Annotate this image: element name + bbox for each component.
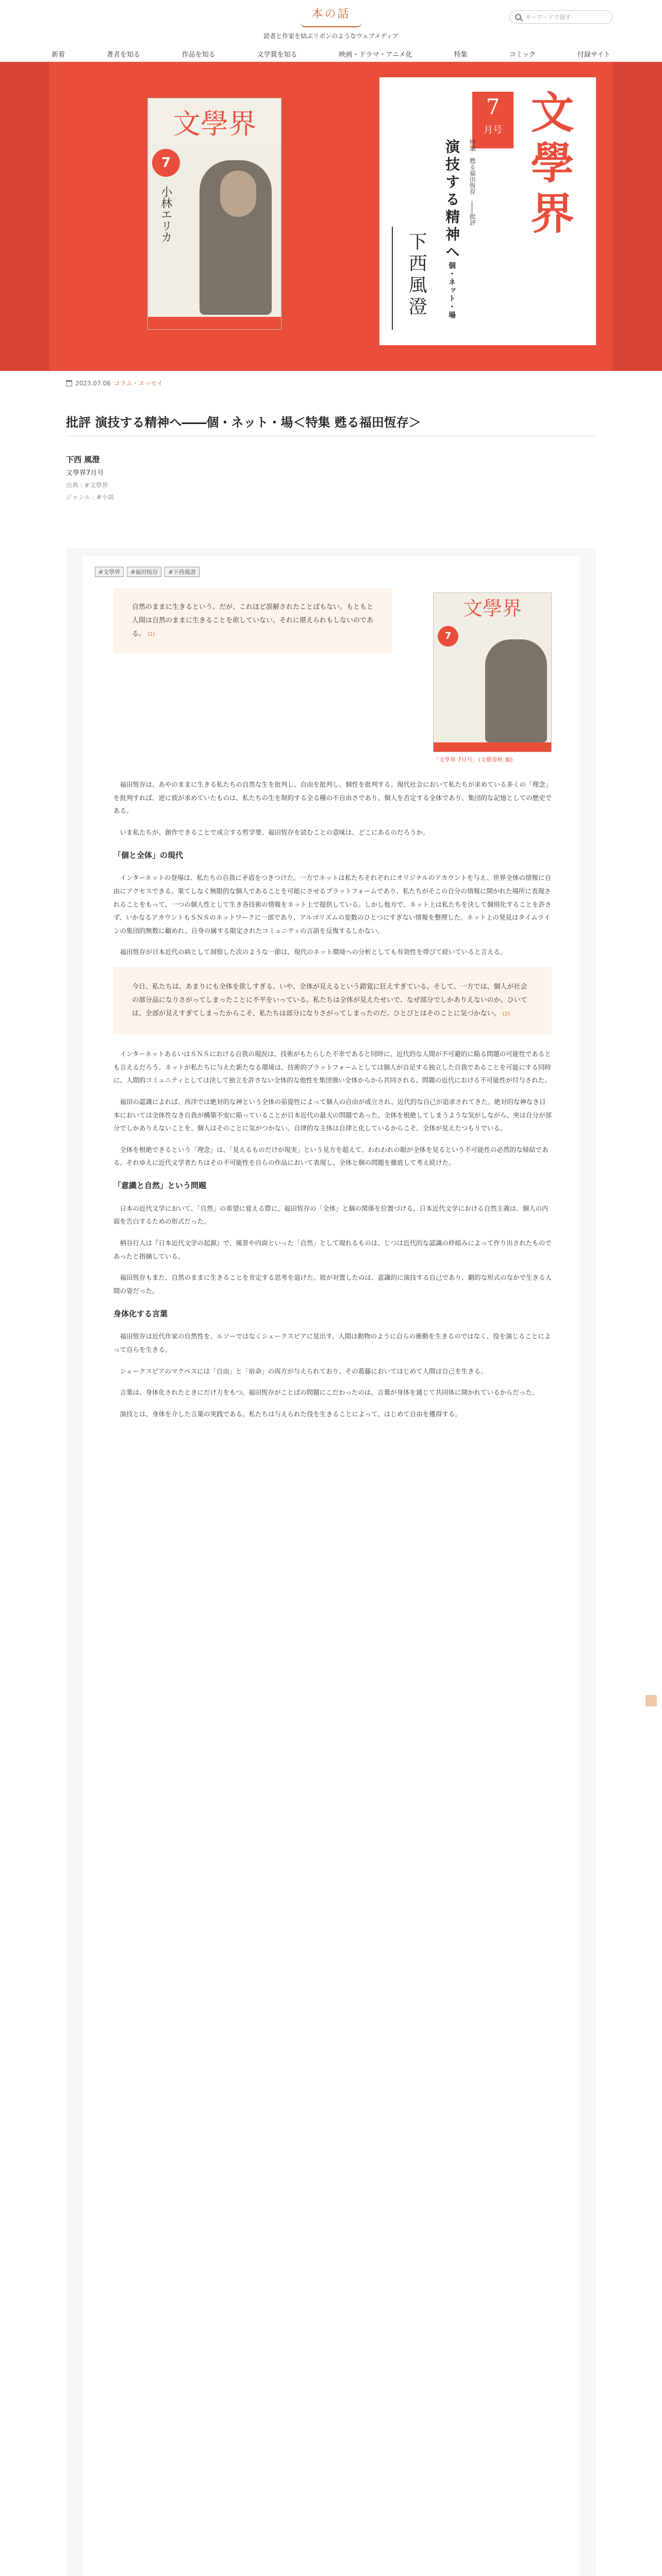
calendar-icon [66, 380, 72, 386]
block-quote-ref[interactable]: (2) [502, 1011, 510, 1017]
hero-side-left [0, 62, 49, 371]
paragraph: 演技とは、身体を介した言葉の実践である。私たちは与えられた役を生きることによって、はじめて自由を獲得する。 [120, 1410, 461, 1418]
site-header [0, 0, 662, 62]
hero-feature-title [441, 139, 462, 319]
brand-tagline: 読者と作家を結ぶリボンのようなウェブメディア [263, 32, 399, 40]
section-heading: 身体化する言葉 [113, 1309, 168, 1318]
hero-issue-number: 7 [486, 94, 500, 120]
epigraph-text: 自然のままに生きるという。だが、これほど誤解されたことばもない。もともと人間は自然のままに生きることを欲していない。それに堪えられもしないのである。 [132, 603, 374, 638]
paragraph: インターネットあるいはＳＮＳにおける自我の現況は、技術がもたらした不幸であると同時に、近代的な人間が不可避的に陥る問題の可能性であるとも言えるだろう。ネットが私たちに与えた新たなる環境は、技術的プラットフォームとしては個人が自足する独立した自我であることを可能にする同時に、人間的コミュニティとしては決して独立を許さない全体的な他性を集団強い全体からから共同される、問題の近代における不可能性が付与された。 [113, 1050, 551, 1084]
nav-item-new[interactable]: 新着 [52, 51, 65, 59]
nav-item-awards[interactable]: 文学賞を知る [257, 51, 297, 59]
paragraph: 日本の近代文学において、「自然」の希望に覚える際に、福田恆存の「全体」と個の関係を位置づける。日本近代文学における自然主義は、個人の内面を告白するための形式だった。 [113, 1204, 549, 1226]
search-input[interactable] [509, 10, 613, 24]
book-cover-strip [434, 742, 551, 752]
article-body-card [82, 556, 580, 2576]
tag-list [95, 567, 200, 577]
magazine-cover [147, 98, 282, 330]
nav-item-authors[interactable]: 著者を知る [106, 51, 140, 59]
article-genre[interactable]: ジャンル : #小説 [66, 493, 114, 501]
search-placeholder: キーワードで探す [525, 14, 571, 21]
hero-side-right [613, 62, 662, 371]
magazine-cover-text: 小林エリカ [159, 186, 172, 243]
section-heading: 「意識と自然」という問題 [113, 1181, 207, 1190]
nav-item-features[interactable]: 特集 [454, 51, 468, 59]
book-cover-issue: 7 [438, 626, 458, 647]
paragraph: 福田恆存は近代作家の自然性を、ルソーではなくシェークスピアに見出す。人間は動物のように自らの衝動を生きるのではなく、役を演じることによって自らを生きる。 [113, 1332, 551, 1353]
brand-logo[interactable]: 本の話 [311, 8, 351, 21]
article-meta-row [66, 379, 163, 387]
paragraph: 全体を根絶できるという「理念」は、「見えるものだけが現実」という見方を超えて、われわれの眼が全体を見るという不可能性の必然的な帰結である。それゆえに近代文学者たちはその不可能性を自らの作品において表現し、全体と個の問題を徹底して考え続けた。 [113, 1145, 549, 1167]
nav-item-supplements[interactable]: 付録サイト [577, 51, 610, 59]
tag-item[interactable]: #下西風澄 [164, 567, 199, 577]
page-title: 批評 演技する精神へ――個・ネット・場＜特集 甦る福田恆存＞ [66, 415, 421, 430]
block-quote-text: 今日、私たちは、あまりにも全体を欲しすぎる。いや、全体が見えるという錯覚に狂えすぎている。そして、一方では、個人が社会の部分品になりさがってしまったことに不平をいっている。私たちは全体が見えたせいで、なぜ部分でしかありえないのか。ひいては、全部が見えすぎてしまったからこそ、私たちは部分になりさがってしまったのだ。ひとびとはそのことに気づかない。 [132, 983, 527, 1018]
hero-magazine-title: 文學界 [524, 90, 575, 241]
hero-feature-label: 特集 甦る福田恆存 ――批評 [469, 139, 476, 226]
paragraph: いま私たちが、創作できることで成立する哲学要、福田恆存を読むことの意味は、どこにあるのだろうか。 [120, 828, 429, 836]
hero-title-card [379, 77, 596, 345]
paragraph: インターネットの登場は、私たちの自我に矛盾をつきつけた。一方でネットは私たちそれぞれにオリジナルのアカウントを与え、世界全体の情報に自由にアクセスできる。果てしなく無限的な個人であることを可能にさせるプラットフォームであり、私たちがそこの自分の情報に開かれた場所に表現されることをもって、一つの個人性として生き各技術の情報をネット上で提供している。しかし他方で、ネット上は私たちを決して個別化することを許さず、いかなるアカウントもＳＮＳのネットワークに一部であり、アルゴリズムの変数のひとつにすぎない情報を整理した。ネット上の発見はタイムラインの集団的無数に顧めれ、自身の属する限定されたコミュニティの言語を反復するしかない。 [113, 874, 552, 935]
epigraph-quote [113, 588, 392, 653]
magazine-issue: 7 [152, 149, 180, 177]
paragraph: 福田恆存が日本近代の病として洞察した次のような一節は、現代のネット環境への分析としても有効性を帯びて続いていると言える。 [120, 948, 507, 956]
hero-author [392, 227, 438, 330]
cover-strip [148, 317, 281, 329]
main-nav [49, 49, 613, 59]
cover-portrait [200, 160, 272, 315]
tag-item[interactable]: #文學界 [95, 567, 124, 577]
nav-item-adaptations[interactable]: 映画・ドラマ・アニメ化 [339, 51, 412, 59]
paragraph: 福田恆存は、あやのままに生きる私たちの自然な生を批判し、自由を批判し、個性を批判する。現代社会において私たちが求めている多くの「理念」を批判すれば、逆に彼が求めていたものは、私たちの生を制約する全る種の不自由さであり、個人を否定する全体であり、集団的な記憶としての歴史である。 [113, 781, 552, 815]
article-source: 文學界7月号 [66, 469, 104, 477]
article-info [66, 452, 114, 503]
section-heading: 「個と全体」の現代 [113, 850, 184, 860]
article-body [113, 778, 552, 1429]
nav-item-comics[interactable]: コミック [509, 51, 536, 59]
paragraph: 柄谷行人は『日本近代文学の起源』で、風景や内面といった「自然」として現れるものは、じつは近代的な認識の枠組みによって作り出されたものであったと指摘している。 [113, 1239, 552, 1260]
article-panel [66, 548, 596, 2576]
article-date: 2023.07.06 [75, 379, 111, 387]
article-category[interactable]: コラム・エッセイ [113, 380, 163, 387]
nav-item-works[interactable]: 作品を知る [181, 51, 216, 59]
book-cover-portrait [485, 639, 547, 742]
paragraph: シェークスピアのマクベスには「自由」と「宿命」の両方が与えられており、その葛藤においてはじめて人間は自己を生きる。 [120, 1367, 487, 1375]
article-author[interactable]: 下西 風澄 [66, 455, 100, 464]
hero-issue-badge [472, 92, 514, 148]
brand-ribbon-icon [300, 22, 362, 27]
epigraph-ref[interactable]: (1) [147, 632, 155, 637]
hero-issue-month: 月号 [484, 125, 502, 135]
hero-banner [0, 62, 662, 371]
book-cover-title: 文學界 [462, 597, 522, 620]
hero-author-name: 下西風澄 [406, 232, 427, 318]
paragraph: 福田の認識によれば、西洋では絶対的な神という全体の前提性によって個人の自由が成立され、近代的な自己が追求されてきた。絶対的な神なき日本においては全体性なき自我が構築不安に陥っていることが日本近代の最大の問題であった。全体を根絶してしまうような気がしながら、実は自分が部分でしかありえないことを、個人はそのことに気がつかない。自律的な主体は自律と化しているからこそ、全体が見えたつもりでいる。 [113, 1097, 552, 1132]
book-cover-image[interactable] [433, 592, 552, 752]
scroll-to-top-button[interactable] [646, 1695, 657, 1706]
hero-inner [49, 62, 613, 371]
search-icon [515, 14, 521, 20]
paragraph: 福田恆存もまた、自然のままに生きることを肯定する思考を退けた。彼が対置したのは、意識的に演技する自己であり、劇的な形式のなかで生きる人間の姿だった。 [113, 1274, 552, 1295]
paragraph: 言葉は、身体化されたときにだけ力をもつ。福田恆存がことばの問題にこだわったのは、言葉が身体を通じて共同体に開かれているからだった。 [120, 1388, 539, 1397]
block-quote [113, 967, 552, 1034]
magazine-title: 文學界 [148, 98, 281, 145]
book-cover-caption[interactable]: 「文學界 7月号」(文藝春秋 編) [433, 756, 513, 763]
hero-feature-sub: 個・ネット・場 [448, 262, 456, 319]
tag-item[interactable]: #福田恆存 [127, 567, 161, 577]
hero-feature-main: 演技する精神へ [443, 139, 460, 262]
article-publisher[interactable]: 出典 : #文學界 [66, 482, 108, 489]
